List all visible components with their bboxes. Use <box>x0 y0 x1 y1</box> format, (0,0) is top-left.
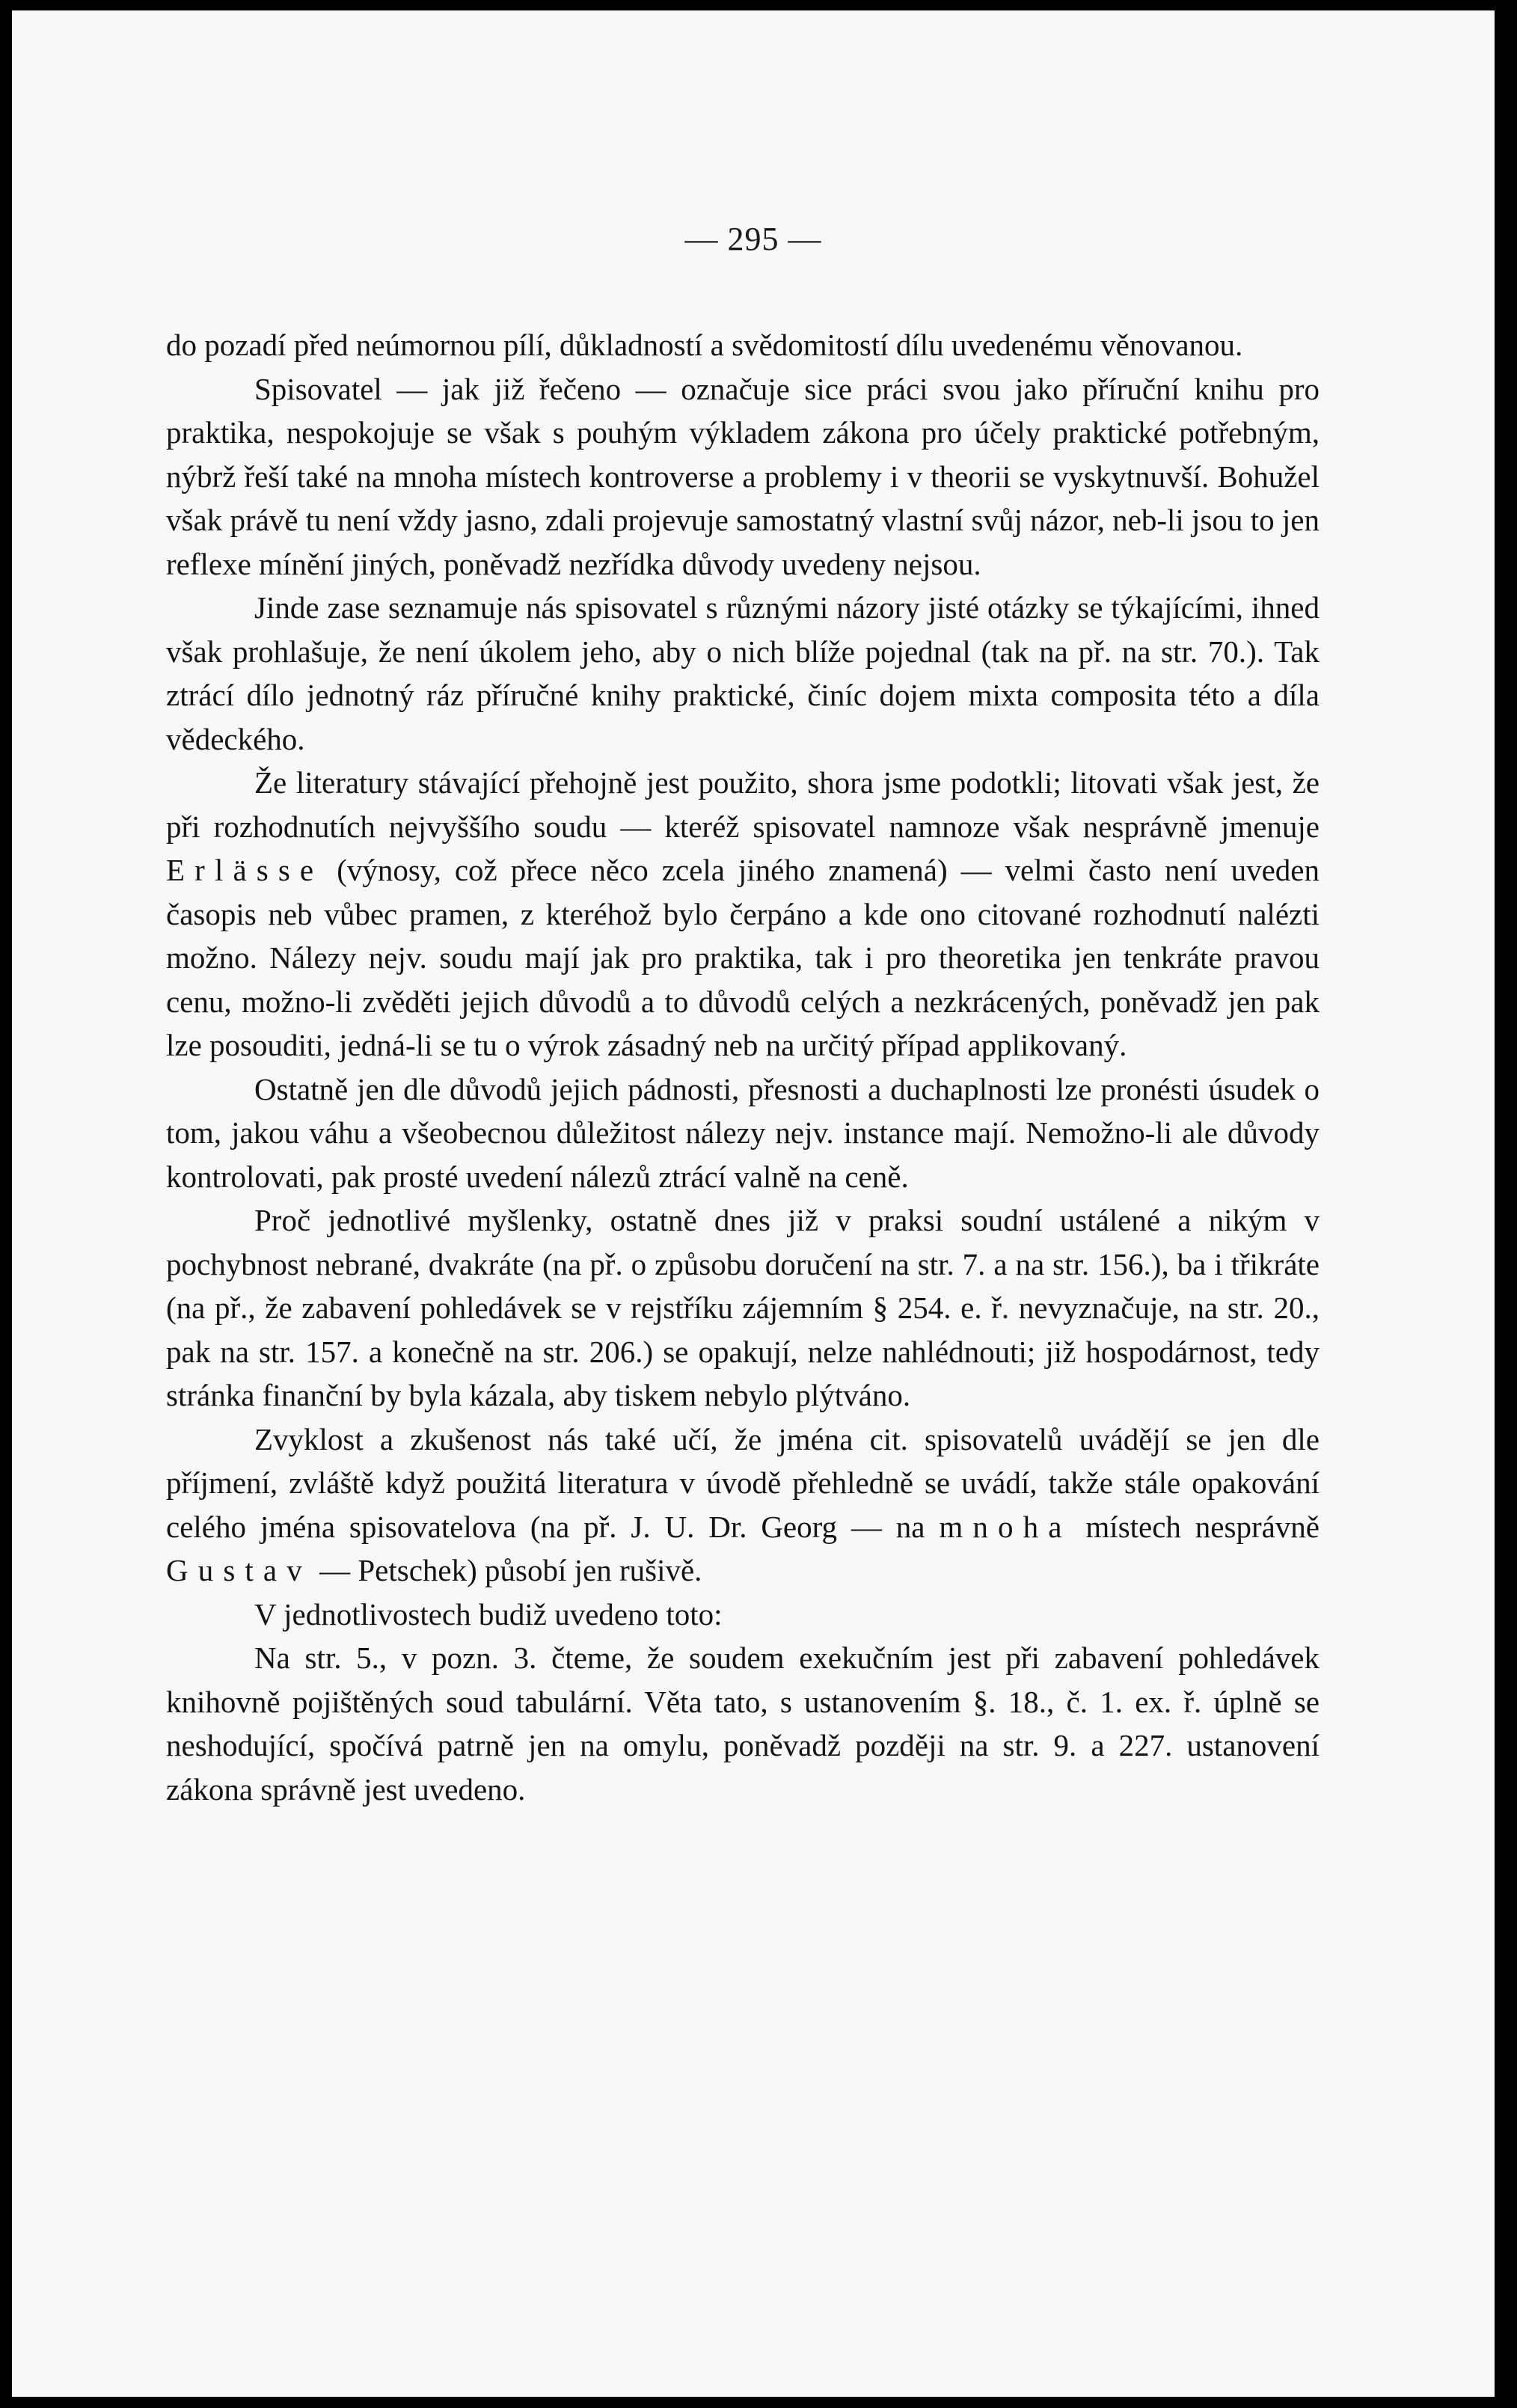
paragraph-7-text-middle: místech nesprávně <box>1071 1509 1320 1544</box>
paragraph-1: do pozadí před neúmornou pílí, důkladností a svědomitostí dílu uvedenému věnovanou. <box>166 328 1243 362</box>
paragraph-2: Spisovatel — jak již řečeno — označuje sice práci svou jako příruční knihu pro praktika, nespokojuje se však s pouhým výkladem zákona pro účely praktické potřebným, nýbrž řeší také na mnoha místech kontroverse a problemy i v theorii se vyskytnuvší. Bohužel však právě tu není vždy jasno, zdali projevuje samostatný vlastní svůj názor, neb-li jsou to jen reflexe mínění jiných, poněvadž nezřídka důvody uvedeny nejsou. <box>166 371 1320 581</box>
paragraph-5: Ostatně jen dle důvodů jejich pádnosti, přesnosti a duchaplnosti lze pronésti úsudek o tom, jakou váhu a všeobecnou důležitost nálezy nejv. instance mají. Nemožno-li ale důvody kontrolovati, pak prosté uvedení nálezů ztrácí valně na ceně. <box>166 1071 1320 1194</box>
spaced-term-mnoha: mnoha <box>939 1509 1072 1544</box>
paragraph-9: Na str. 5., v pozn. 3. čteme, že soudem exekučním jest při zabavení pohledávek knihovně pojištěných soud tabulární. Věta tato, s ustanovením §. 18., č. 1. ex. ř. úplně se neshodující, spočívá patrně jen na omylu, poněvadž později na str. 9. a 227. ustanovení zákona správně jest uvedeno. <box>166 1640 1320 1807</box>
paragraph-7-text-after: — Petschek) působí jen rušivě. <box>311 1553 702 1587</box>
paragraph-4-text-after: (výnosy, což přece něco zcela jiného znamená) — velmi často není uveden časopis neb vůbec pramen, z kteréhož bylo čerpáno a kde ono citované rozhodnutí nalézti možno. Nálezy nejv. soudu mají jak pro praktika, tak i pro theoretika jen tenkráte pravou cenu, možno-li zvěděti jejich důvodů a to důvodů celých a nezkrácených, poněvadž jen pak lze posouditi, jedná-li se tu o výrok zásadný neb na určitý případ applikovaný. <box>166 853 1320 1062</box>
paragraph-6: Proč jednotlivé myšlenky, ostatně dnes již v praksi soudní ustálené a nikým v pochybnost nebrané, dvakráte (na př. o způsobu doručení na str. 7. a na str. 156.), ba i třikráte (na př., že zabavení pohledávek se v rejstříku zájemním § 254. e. ř. nevyznačuje, na str. 20., pak na str. 157. a konečně na str. 206.) se opakují, nelze nahlédnouti; již hospodárnost, tedy stránka finanční by byla kázala, aby tiskem nebylo plýtváno. <box>166 1203 1320 1412</box>
spaced-term-erlasse: Erlässe <box>166 853 324 887</box>
paragraph-7-text-before: Zvyklost a zkušenost nás také učí, že jména cit. spisovatelů uvádějí se jen dle příjmení, zvláště když použitá literatura v úvodě přehledně se uvádí, takže stále opakování celého jména spisovatelova (na př. J. U. Dr. Georg — na <box>166 1421 1320 1544</box>
paragraph-4-text-before: Že literatury stávající přehojně jest použito, shora jsme podotkli; litovati však jest, že při rozhodnutích nejvyššího soudu — kteréž spisovatel namnoze však nesprávně jmenuje <box>166 765 1320 844</box>
paragraph-3: Jinde zase seznamuje nás spisovatel s různými názory jisté otázky se týkajícími, ihned však prohlašuje, že není úkolem jeho, aby o nich blíže pojednal (tak na př. na str. 70.). Tak ztrácí dílo jednotný ráz příručné knihy praktické, činíc dojem mixta composita této a díla vědeckého. <box>166 590 1320 756</box>
scanned-page <box>12 10 1495 2397</box>
body-text <box>166 323 1320 1811</box>
paragraph-8: V jednotlivostech budiž uvedeno toto: <box>254 1596 723 1632</box>
paragraph-4 <box>166 761 1320 1067</box>
spaced-term-gustav: Gustav <box>166 1553 312 1587</box>
paragraph-7 <box>166 1418 1320 1593</box>
page-number: — 295 — <box>684 221 822 257</box>
